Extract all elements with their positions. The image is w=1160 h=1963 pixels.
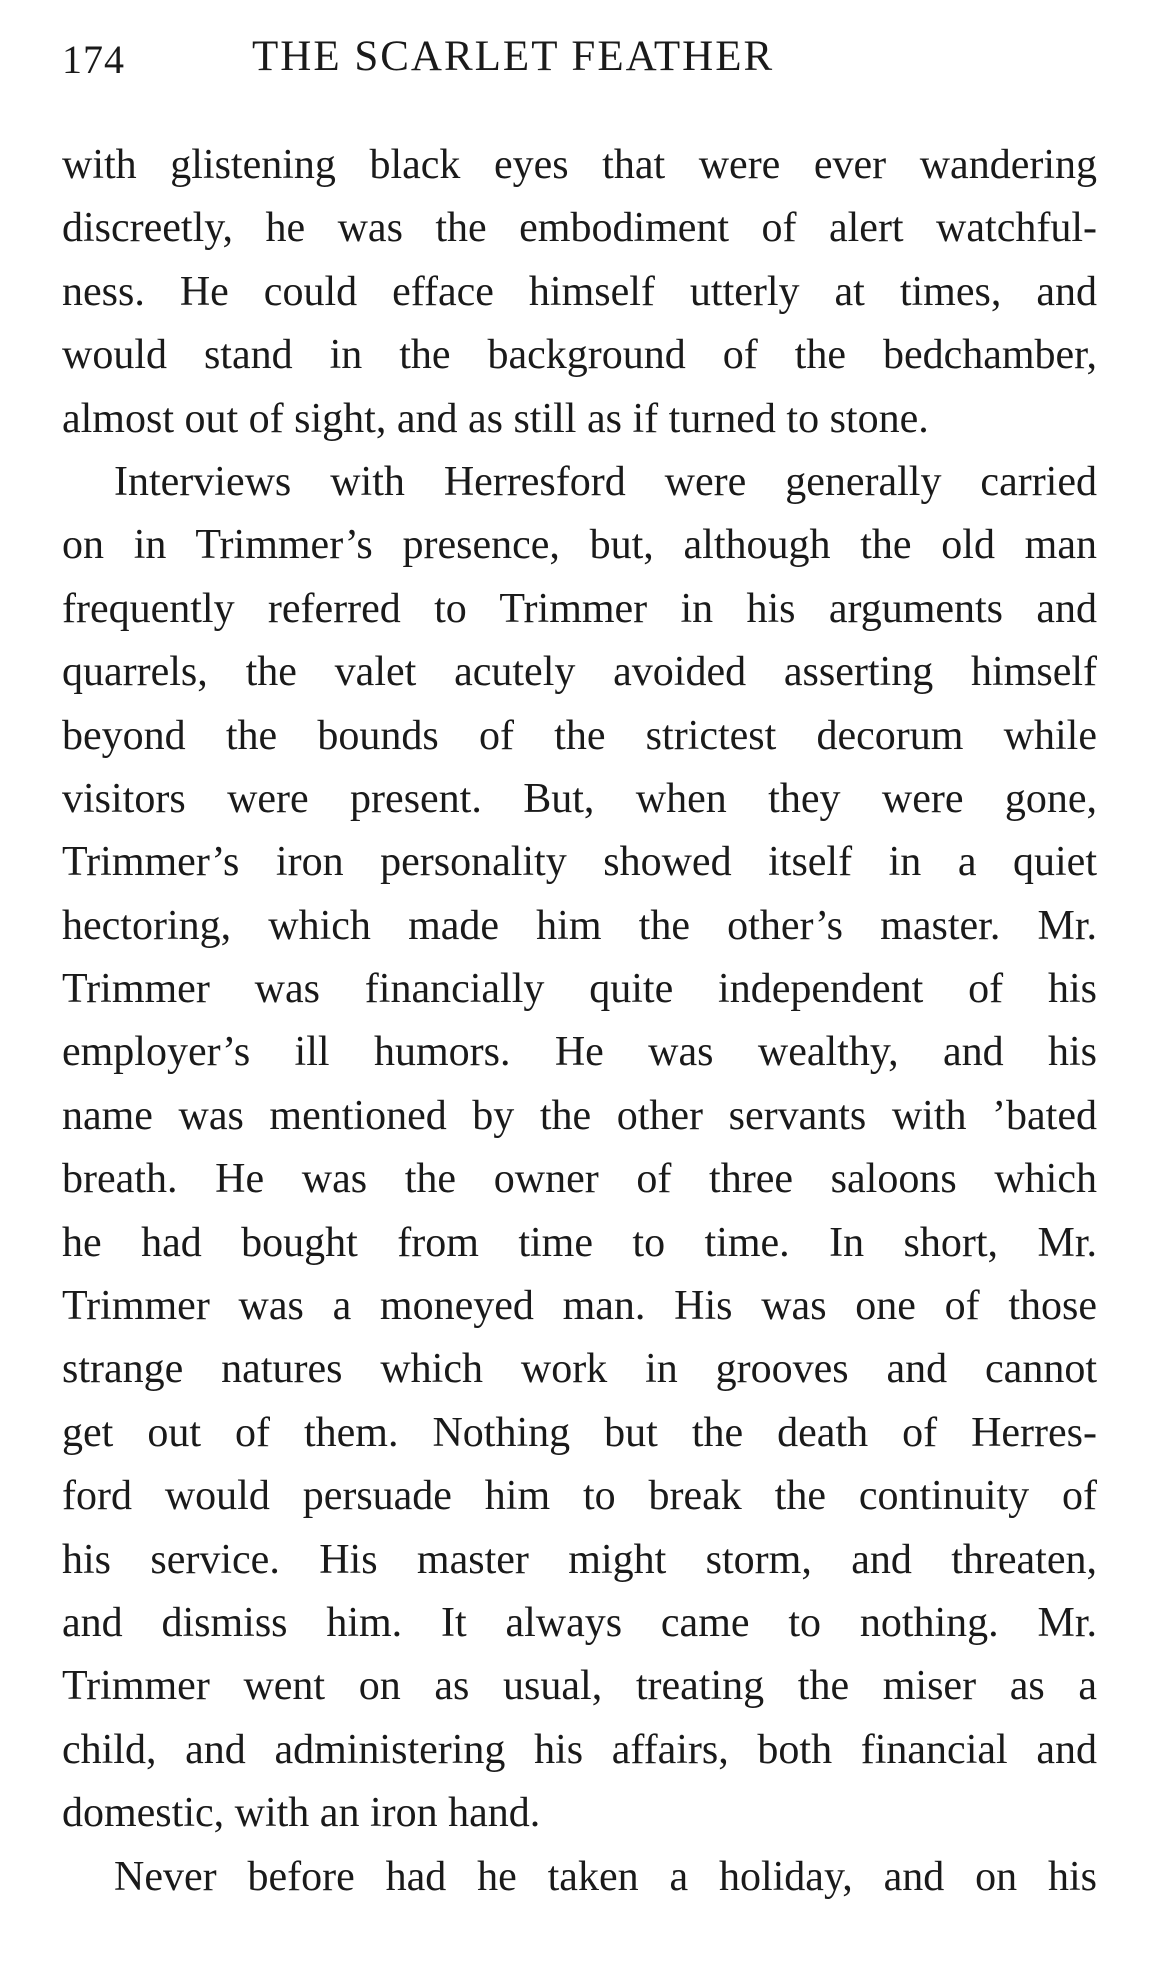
text-line: Trimmer’s iron personality showed itself in a quiet bbox=[62, 839, 1097, 886]
text-line: breath. He was the owner of three saloons which bbox=[62, 1156, 1097, 1203]
text-line: ness. He could efface himself utterly at times, and bbox=[62, 268, 1097, 315]
text-line: he had bought from time to time. In short, Mr. bbox=[62, 1219, 1097, 1266]
text-line: visitors were present. But, when they were gone, bbox=[62, 775, 1097, 822]
text-line: name was mentioned by the other servants with ’bated bbox=[62, 1092, 1097, 1139]
text-line: quarrels, the valet acutely avoided asserting himself bbox=[62, 649, 1097, 696]
text-line: strange natures which work in grooves and cannot bbox=[62, 1346, 1097, 1393]
body-text bbox=[62, 134, 1097, 1909]
text-line: ford would persuade him to break the continuity of bbox=[62, 1473, 1097, 1520]
text-line: Trimmer was financially quite independent of his bbox=[62, 966, 1097, 1013]
page-number: 174 bbox=[62, 37, 125, 82]
text-line: child, and administering his affairs, both financial and bbox=[62, 1726, 1097, 1773]
text-line: Trimmer was a moneyed man. His was one of those bbox=[62, 1283, 1097, 1330]
text-line: and dismiss him. It always came to nothing. Mr. bbox=[62, 1599, 1097, 1646]
text-line: domestic, with an iron hand. bbox=[62, 1790, 541, 1837]
text-line: Interviews with Herresford were generally carried bbox=[114, 458, 1097, 505]
text-line: frequently referred to Trimmer in his arguments and bbox=[62, 585, 1097, 632]
text-line: would stand in the background of the bedchamber, bbox=[62, 332, 1097, 379]
text-line: get out of them. Nothing but the death of Herres- bbox=[62, 1409, 1097, 1456]
text-line: with glistening black eyes that were ever wandering bbox=[62, 142, 1097, 188]
text-line: hectoring, which made him the other’s master. Mr. bbox=[62, 902, 1097, 949]
text-line: his service. His master might storm, and threaten, bbox=[62, 1536, 1097, 1583]
text-line: almost out of sight, and as still as if turned to stone. bbox=[62, 395, 929, 442]
text-line: beyond the bounds of the strictest decorum while bbox=[62, 712, 1097, 759]
page-header bbox=[62, 26, 1112, 86]
text-line: employer’s ill humors. He was wealthy, and his bbox=[62, 1029, 1097, 1076]
text-line: discreetly, he was the embodiment of alert watchful- bbox=[62, 205, 1097, 252]
running-title: THE SCARLET FEATHER bbox=[252, 33, 775, 80]
text-line: on in Trimmer’s presence, but, although the old man bbox=[62, 522, 1097, 569]
text-line: Never before had he taken a holiday, and on his bbox=[114, 1853, 1097, 1900]
text-line: Trimmer went on as usual, treating the miser as a bbox=[62, 1663, 1097, 1710]
